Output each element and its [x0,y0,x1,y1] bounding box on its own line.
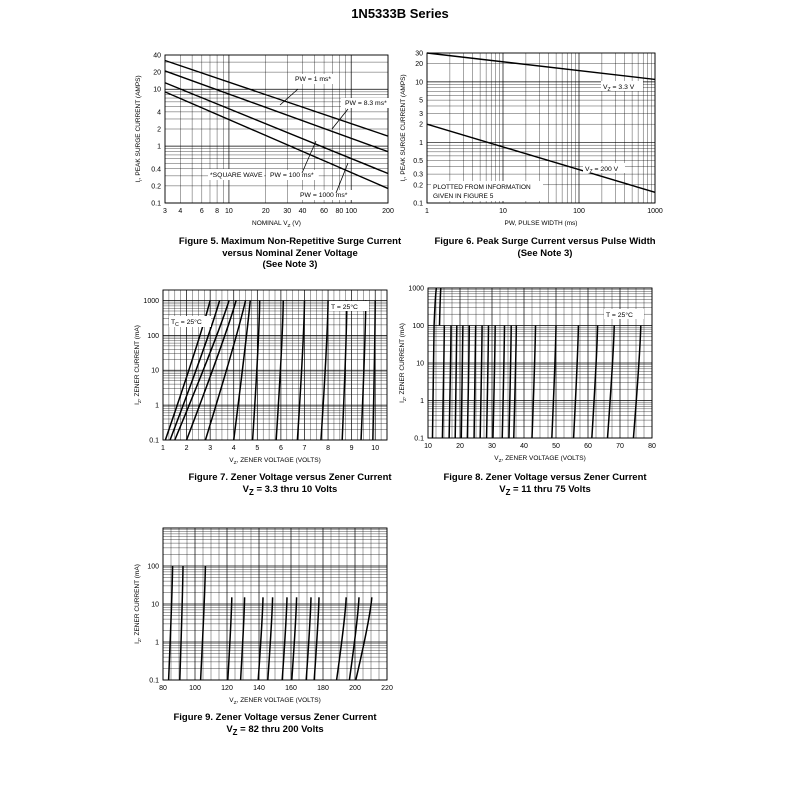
fig8-series-curve [432,326,434,439]
figure-5-caption [140,236,440,271]
fig5-series-label: PW = 100 ms* [270,172,314,179]
fig8-x-tick-label: 70 [616,443,624,450]
fig9-y-tick-label: 10 [151,601,159,609]
fig5-y-tick-label: 0.1 [151,200,161,208]
fig5-y-tick-label: 10 [153,86,161,94]
fig8-y-tick-label: 100 [412,323,424,330]
fig7-y-tick-label: 100 [147,332,159,340]
fig7-x-tick-label: 5 [255,445,260,452]
figure-7-caption-v: V [242,483,249,495]
fig5-series-label: PW = 8.3 ms* [345,100,387,107]
fig7-tc-label: $T_C = 25^\circ C$ [171,319,202,328]
fig7-x-tick-label: 1 [161,445,165,452]
figure-9-chart [125,520,405,710]
fig8-series-curve [449,326,451,439]
fig7-y-axis-label: $I_Z$, ZENER CURRENT (mA) [134,325,143,405]
fig9-series-curve [169,566,173,680]
figure-9-caption-tail: = 82 thru 200 Volts [237,723,324,735]
figure-7-caption-line-2 [140,484,440,498]
fig8-y-tick-label: 10 [416,360,424,368]
fig7-x-tick-label: 9 [349,445,354,452]
fig6-series-label: $V_Z = 200$ V [585,166,619,175]
fig6-y-tick-label: 30 [415,50,423,58]
figure-7-caption [140,472,440,498]
figure-7-caption-sub: Z [248,487,254,497]
fig5-y-axis-label: $I_r$, PEAK SURGE CURRENT (AMPS) [135,75,144,183]
fig6-y-tick-label: 0.2 [413,182,423,190]
figure-8-chart [390,280,670,470]
fig9-x-tick-label: 180 [317,685,329,692]
fig6-x-tick-label: 1000 [647,208,663,215]
fig8-y-tick-label: 1 [420,398,424,405]
fig5-x-tick-label: 3 [163,208,167,215]
fig7-y-tick-label: 1 [155,402,159,410]
fig8-x-axis-label: $V_Z$, ZENER VOLTAGE (VOLTS) [494,455,586,464]
fig5-y-tick-label: 0.4 [151,166,161,174]
fig9-y-axis-label: $I_Z$, ZENER CURRENT (mA) [134,564,143,644]
fig6-x-axis-label: PW, PULSE WIDTH (ms) [504,220,578,227]
fig9-y-tick-label: 0.1 [149,677,159,685]
fig8-series-curve [440,288,441,326]
figure-5-caption-line-2: versus Nominal Zener Voltage [222,247,358,259]
figure-9-caption-line-2 [125,724,425,738]
fig5-x-tick-label: 200 [382,208,394,215]
fig5-x-tick-label: 6 [199,208,204,215]
fig5-y-tick-label: 1 [157,143,161,151]
fig6-y-tick-label: 0.3 [413,171,423,179]
figure-9-caption-v: V [226,723,233,735]
fig5-x-tick-label: 40 [298,208,307,215]
fig9-y-tick-label: 1 [155,639,159,647]
fig5-x-tick-label: 20 [261,208,270,215]
fig9-x-tick-label: 160 [285,685,297,692]
figure-6-chart [395,45,665,235]
fig6-y-tick-label: 0.5 [413,158,423,166]
fig7-y-tick-label: 1000 [143,297,159,305]
fig5-x-tick-label: 10 [225,208,233,215]
fig7-y-tick-label: 0.1 [149,437,159,445]
fig5-y-tick-label: 20 [153,69,161,77]
fig6-y-tick-label: 2 [419,121,423,129]
fig5-y-tick-label: 4 [157,109,161,117]
fig7-y-tick-label: 10 [151,367,159,375]
fig6-y-tick-label: 0.1 [413,200,423,208]
figure-8-caption-v: V [499,483,506,495]
fig5-y-tick-label: 2 [157,126,161,134]
fig8-x-tick-label: 30 [488,443,496,450]
figure-6-caption-line-1: Figure 6. Peak Surge Current versus Pulse Width [434,236,656,247]
fig8-series-curve [509,326,511,439]
figure-9-caption-line-1: Figure 9. Zener Voltage versus Zener Current [173,712,377,723]
fig8-x-tick-label: 60 [584,443,592,450]
figure-8-caption [400,472,690,498]
fig7-x-tick-label: 10 [371,445,380,452]
fig9-x-tick-label: 200 [349,685,361,692]
fig6-y-tick-label: 3 [419,111,423,119]
fig5-y-tick-label: 40 [153,52,161,60]
figure-5-chart [120,45,410,235]
figure-9-caption [125,712,425,738]
fig6-y-tick-label: 1 [419,139,423,147]
figure-6-caption-line-2: (See Note 3) [517,247,573,259]
figure-5-caption-line-1: Figure 5. Maximum Non-Repetitive Surge Current [178,236,402,247]
fig7-x-tick-label: 7 [302,445,307,452]
fig6-y-axis-label: $I_r$, PEAK SURGE CURRENT (AMPS) [400,74,409,182]
fig8-x-tick-label: 40 [520,443,528,450]
figure-6-caption [405,236,685,259]
fig8-series-curve [487,326,489,439]
fig6-x-tick-label: 1 [425,208,429,215]
fig8-y-tick-label: 1000 [408,285,424,293]
fig5-series-line [165,83,388,174]
fig7-x-tick-label: 6 [278,445,283,452]
fig8-x-tick-label: 50 [552,443,560,450]
fig5-x-tick-label: 100 [345,208,358,215]
fig5-x-tick-label: 8 [215,208,220,215]
fig5-series-label: PW = 1 ms* [295,76,332,83]
fig8-series-curve [461,326,463,439]
fig9-x-tick-label: 100 [189,685,201,692]
fig8-series-curve [502,326,504,439]
fig8-series-curve [592,326,598,439]
fig9-x-tick-label: 80 [159,685,167,692]
figure-7-chart [125,280,395,470]
fig5-x-tick-label: 30 [283,208,292,215]
fig8-series-curve [574,326,579,439]
fig7-x-axis-label: $V_Z$, ZENER VOLTAGE (VOLTS) [229,457,321,466]
figure-8-caption-line-1: Figure 8. Zener Voltage versus Zener Current [443,472,647,483]
fig5-y-tick-label: 0.2 [151,183,161,191]
fig9-series-curve [180,566,183,680]
fig5-series-label: PW = 1000 ms* [300,192,348,199]
fig9-x-axis-label: $V_Z$, ZENER VOLTAGE (VOLTS) [229,697,321,706]
fig8-series-curve [552,326,556,439]
figure-8-caption-sub: Z [505,487,511,497]
fig7-x-tick-label: 4 [231,445,236,452]
fig7-x-tick-label: 8 [326,445,331,452]
fig8-x-tick-label: 20 [456,443,464,450]
fig6-x-tick-label: 100 [573,208,585,215]
fig8-temp-label: T = 25°C [606,312,633,319]
fig8-series-curve [608,326,615,439]
fig8-y-tick-label: 0.1 [414,435,424,443]
fig7-x-tick-label: 3 [208,445,213,452]
fig6-y-tick-label: 10 [415,79,423,87]
fig6-note-line: GIVEN IN FIGURE 5 [433,193,494,200]
fig6-x-tick-label: 10 [499,208,507,215]
figure-9-caption-sub: Z [232,727,238,737]
fig8-y-axis-label: $I_Z$, ZENER CURRENT (mA) [399,323,408,403]
fig9-x-tick-label: 220 [381,685,393,692]
fig8-series-curve [480,326,482,439]
fig6-y-tick-label: 20 [415,61,423,69]
fig6-note-line: PLOTTED FROM INFORMATION [433,184,531,191]
fig8-series-curve [467,326,469,439]
fig8-series-curve [633,326,640,439]
figure-5-caption-line-3: (See Note 3) [262,259,318,270]
fig5-x-axis-label: NOMINAL $V_Z$ (V) [252,220,301,229]
figure-7-caption-tail: = 3.3 thru 10 Volts [253,483,338,495]
fig8-series-curve [474,326,476,439]
fig8-x-tick-label: 10 [424,443,432,450]
fig7-temp-label: T = 25°C [331,304,358,311]
fig6-y-tick-label: 5 [419,97,423,105]
fig9-x-tick-label: 140 [253,685,265,692]
fig5-x-tick-label: 60 [320,208,328,215]
fig8-series-curve [532,326,536,439]
fig5-x-tick-label: 4 [178,208,183,215]
fig5-label-arrow [336,163,348,193]
figure-8-caption-tail: = 11 thru 75 Volts [510,483,591,495]
fig5-note: *SQUARE WAVE [210,172,263,179]
fig8-x-tick-label: 80 [648,443,656,450]
fig9-x-tick-label: 120 [221,685,233,692]
fig8-series-curve [455,326,457,439]
page-title: 1N5333B Series [351,6,449,21]
figure-8-caption-line-2 [400,484,690,498]
figure-7-caption-line-1: Figure 7. Zener Voltage versus Zener Current [188,472,392,483]
fig6-series-line [427,53,655,79]
fig7-x-tick-label: 2 [184,445,189,452]
fig9-y-tick-label: 100 [147,563,159,571]
fig8-series-curve [493,326,495,439]
fig6-series-label: $V_Z = 3.3$ V [603,84,635,93]
fig5-x-tick-label: 80 [335,208,344,215]
